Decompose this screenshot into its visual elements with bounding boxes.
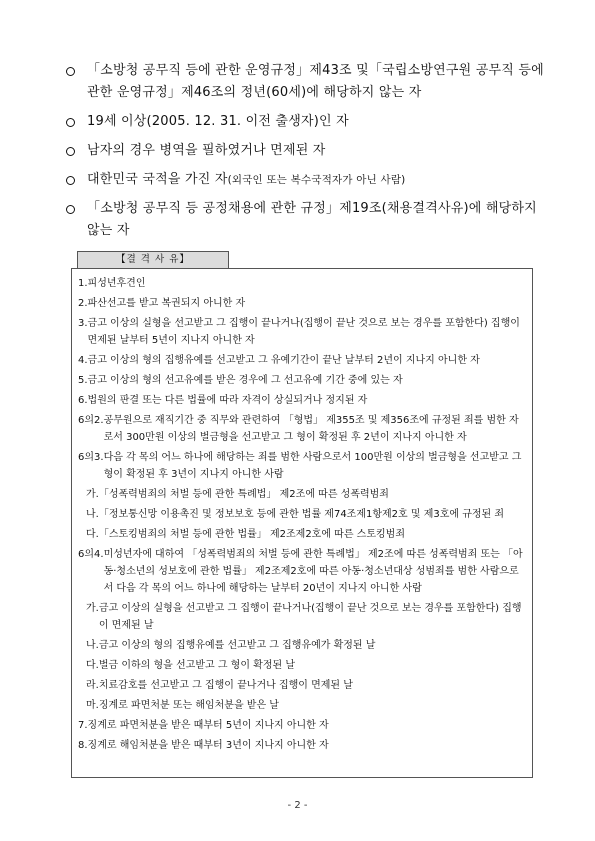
item-text: 금고 이상의 형의 집행유예를 선고받고 그 집행유예가 확정된 날 [98, 640, 376, 651]
item-number: 1. [78, 278, 88, 289]
disqualification-item [78, 657, 524, 674]
disqualification-item [78, 392, 524, 409]
disqualification-item [78, 295, 524, 312]
item-number: 가. [86, 489, 99, 500]
disqualification-item [78, 315, 524, 349]
item-number: 나. [86, 509, 99, 520]
item-number: 6의4. [78, 549, 104, 560]
disqualification-item [78, 486, 524, 503]
item-number: 가. [86, 603, 99, 614]
disqualification-item [78, 526, 524, 543]
requirement-text: 남자의 경우 병역을 필하였거나 면제된 자 [87, 143, 326, 158]
item-number: 5. [78, 375, 88, 386]
item-text: 징계로 해임처분을 받은 때부터 3년이 지나지 아니한 자 [87, 740, 329, 751]
disqualification-item [78, 372, 524, 389]
item-text: 파산선고를 받고 복권되지 아니한 자 [87, 298, 246, 309]
requirement-text: 「소방청 공무직 등에 관한 운영규정」제43조 및「국립소방연구원 공무직 등에 관한 운영규정」제46조의 정년(60세)에 해당하지 않는 자 [87, 63, 544, 100]
item-text: 「성폭력범죄의 처벌 등에 관한 특례법」 제2조에 따른 성폭력범죄 [98, 489, 389, 500]
item-text: 「스토킹범죄의 처벌 등에 관한 법률」 제2조제2호에 따른 스토킹범죄 [98, 529, 405, 540]
circle-bullet-icon [66, 176, 75, 185]
item-text: 미성년자에 대하여 「성폭력범죄의 처벌 등에 관한 특례법」 제2조에 따른 성폭력범죄 또는 「아동·청소년의 성보호에 관한 법률」 제2조제2호에 따른 아동·청소년대상 성범죄를 범한 사람으로서 다음 각 목의 어느 하나에 해당하는 날부터 20년이 지나지 아니한 사람 [103, 549, 523, 594]
circle-bullet-icon [66, 147, 75, 156]
item-number: 8. [78, 740, 88, 751]
disqualification-item [78, 737, 524, 754]
item-text: 징계로 파면처분 또는 해임처분을 받은 날 [98, 700, 279, 711]
item-number: 마. [86, 700, 99, 711]
item-text: 징계로 파면처분을 받은 때부터 5년이 지나지 아니한 자 [87, 720, 329, 731]
item-number: 6. [78, 395, 88, 406]
requirement-item [66, 111, 546, 133]
requirement-item [66, 60, 546, 104]
disqualification-item [78, 677, 524, 694]
disqualification-item [78, 352, 524, 369]
item-number: 7. [78, 720, 88, 731]
item-text: 법원의 판결 또는 다른 법률에 따라 자격이 상실되거나 정지된 자 [87, 395, 368, 406]
item-text: 금고 이상의 형의 선고유예를 받은 경우에 그 선고유예 기간 중에 있는 자 [87, 375, 403, 386]
disqualification-item [78, 697, 524, 714]
item-number: 3. [78, 318, 88, 329]
disqualification-item [78, 600, 524, 634]
disqualification-item [78, 449, 524, 483]
requirement-text: 「소방청 공무직 등 공정채용에 관한 규정」제19조(채용결격사유)에 해당하지 않는 자 [87, 201, 537, 238]
item-number: 6의2. [78, 415, 104, 426]
item-text: 다음 각 목의 어느 하나에 해당하는 죄를 범한 사람으로서 100만원 이상의 벌금형을 선고받고 그 형이 확정된 후 3년이 지나지 아니한 사람 [103, 452, 522, 480]
requirement-text: 대한민국 국적을 가진 자(외국인 또는 복수국적자가 아닌 사람) [87, 172, 406, 187]
item-text: 금고 이상의 형의 집행유예를 선고받고 그 유예기간이 끝난 날부터 2년이 지나지 아니한 자 [87, 355, 480, 366]
item-number: 6의3. [78, 452, 104, 463]
circle-bullet-icon [66, 118, 75, 127]
circle-bullet-icon [66, 205, 75, 214]
circle-bullet-icon [66, 67, 75, 76]
item-text: 벌금 이하의 형을 선고받고 그 형이 확정된 날 [98, 660, 295, 671]
item-number: 나. [86, 640, 99, 651]
item-number: 2. [78, 298, 88, 309]
item-text: 금고 이상의 실형을 선고받고 그 집행이 끝나거나(집행이 끝난 것으로 보는 경우를 포함한다) 집행이 면제된 날부터 5년이 지나지 아니한 자 [87, 318, 520, 346]
requirements-list [66, 60, 546, 249]
item-number: 4. [78, 355, 88, 366]
disqualification-box [71, 268, 533, 778]
item-number: 라. [86, 680, 99, 691]
item-text: 치료감호를 선고받고 그 집행이 끝나거나 집행이 면제된 날 [98, 680, 353, 691]
requirement-text: 19세 이상(2005. 12. 31. 이전 출생자)인 자 [87, 114, 349, 129]
item-number: 다. [86, 660, 99, 671]
item-text: 「정보통신망 이용촉진 및 정보보호 등에 관한 법률 제74조제1항제2호 및 제3호에 규정된 죄 [98, 509, 505, 520]
disqualification-item [78, 506, 524, 523]
disqualification-item [78, 275, 524, 292]
disqualification-item [78, 546, 524, 597]
requirement-item [66, 140, 546, 162]
item-text: 금고 이상의 실형을 선고받고 그 집행이 끝나거나(집행이 끝난 것으로 보는 경우를 포함한다) 집행이 면제된 날 [98, 603, 522, 631]
page-number: - 2 - [287, 800, 308, 811]
requirement-item [66, 198, 546, 242]
item-number: 다. [86, 529, 99, 540]
disqualification-item [78, 637, 524, 654]
item-text: 피성년후견인 [87, 278, 146, 289]
disqualification-item [78, 717, 524, 734]
requirement-item [66, 169, 546, 191]
item-text: 공무원으로 재직기간 중 직무와 관련하여 「형법」 제355조 및 제356조에 규정된 죄를 범한 자로서 300만원 이상의 벌금형을 선고받고 그 형이 확정된 후 2년이 지나지 아니한 자 [103, 415, 519, 443]
disqualification-item [78, 412, 524, 446]
disqualification-title: 【결 격 사 유】 [77, 251, 229, 269]
